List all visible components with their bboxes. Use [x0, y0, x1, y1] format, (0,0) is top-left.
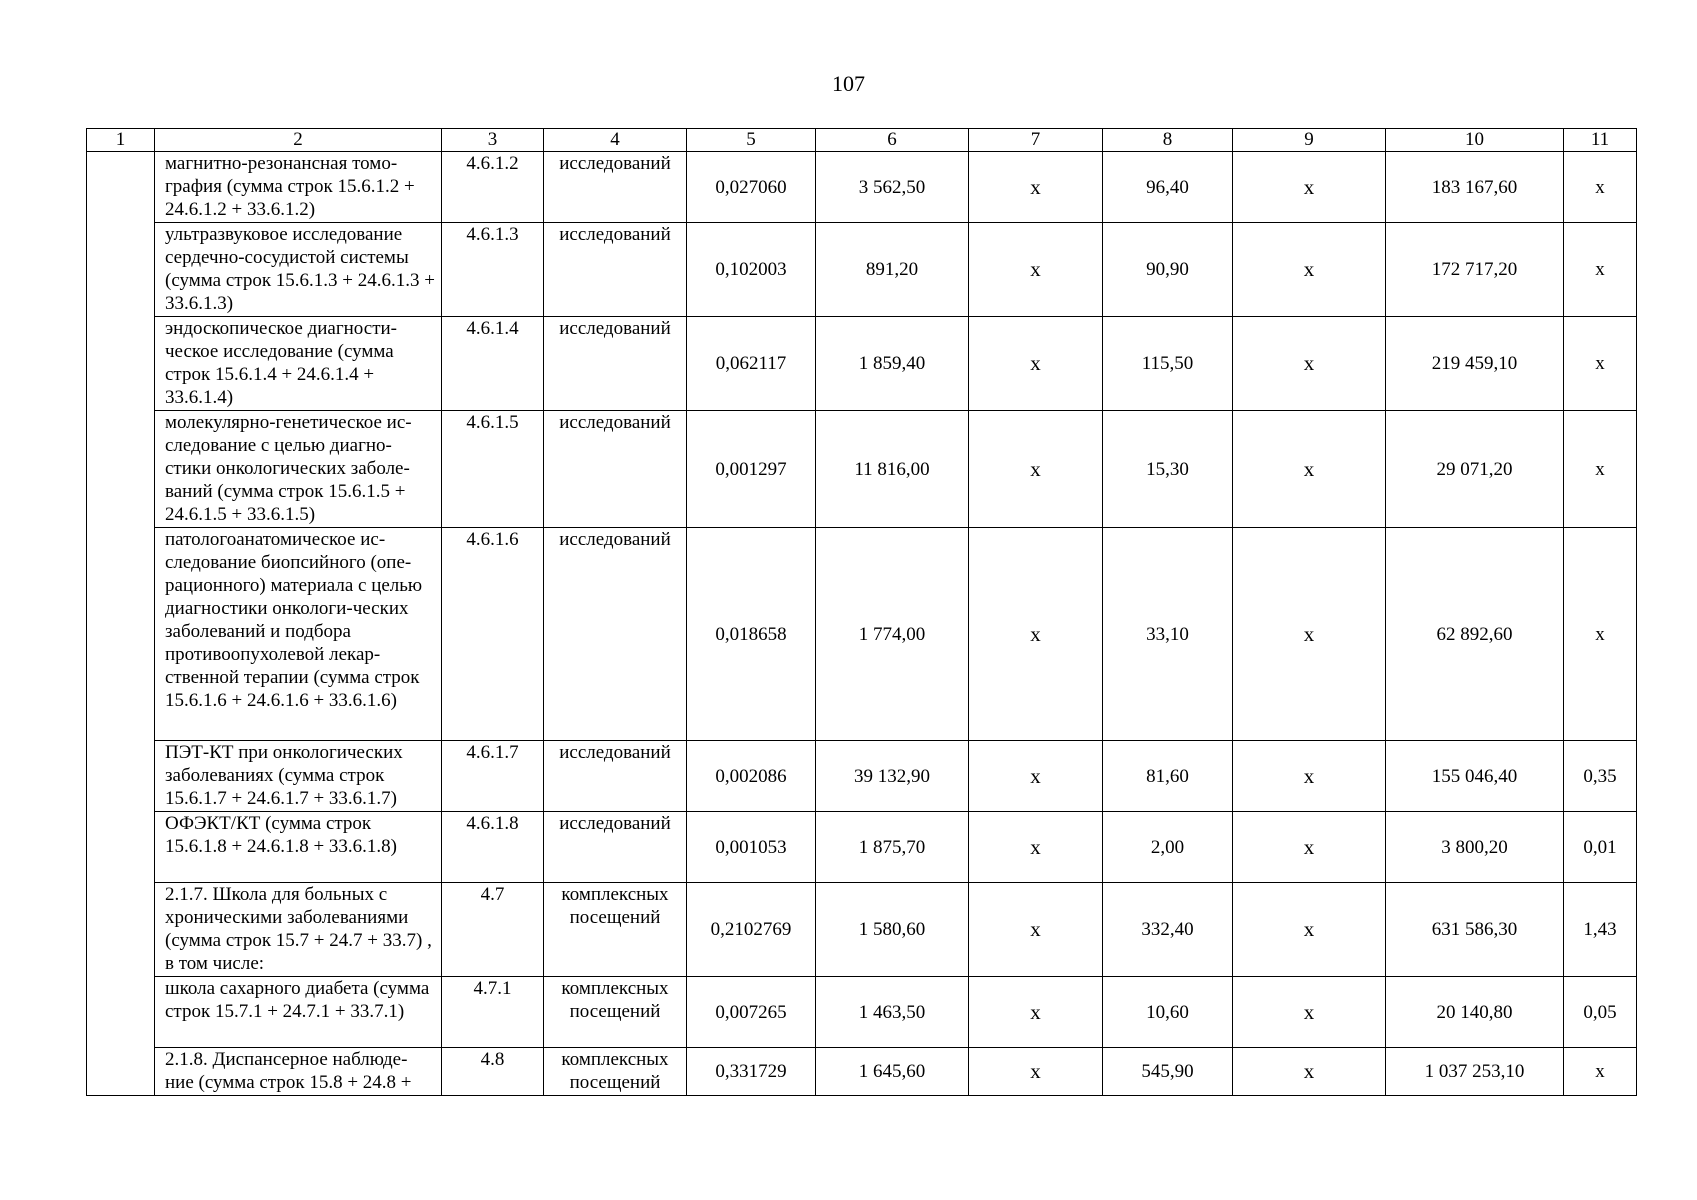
row-code-cell: 4.7.1: [442, 977, 544, 1048]
unit-cell: исследований: [544, 812, 687, 883]
x-cell: х: [1233, 1048, 1386, 1096]
column-number: 6: [816, 129, 969, 152]
row-name-cell: 2.1.8. Диспансерное наблюде-ние (сумма строк 15.8 + 24.8 +: [155, 1048, 442, 1096]
norm-cell: 0,062117: [687, 317, 816, 411]
row-name-cell: 2.1.7. Школа для больных с хроническими заболеваниями (сумма строк 15.7 + 24.7 + 33.7) , в том числе:: [155, 883, 442, 977]
column-number: 9: [1233, 129, 1386, 152]
cost-cell: 39 132,90: [816, 741, 969, 812]
row-name-cell: ПЭТ-КТ при онкологических заболеваниях (сумма строк 15.6.1.7 + 24.6.1.7 + 33.6.1.7): [155, 741, 442, 812]
row-name-cell: молекулярно-генетическое ис-следование с целью диагно-стики онкологических заболе-ваний (сумма строк 15.6.1.5 + 24.6.1.5 + 33.6.1.5): [155, 411, 442, 528]
unit-cell: исследований: [544, 741, 687, 812]
x-cell: х: [1233, 812, 1386, 883]
data-table: [86, 128, 1637, 1096]
cost-cell: 1 580,60: [816, 883, 969, 977]
per-capita-cell: 15,30: [1103, 411, 1233, 528]
row-code-cell: 4.6.1.6: [442, 528, 544, 741]
x-cell: х: [969, 1048, 1103, 1096]
share-cell: х: [1564, 411, 1637, 528]
column-number-row: [87, 129, 1637, 152]
norm-cell: 0,331729: [687, 1048, 816, 1096]
row-name-cell: ОФЭКТ/КТ (сумма строк 15.6.1.8 + 24.6.1.8 + 33.6.1.8): [155, 812, 442, 883]
cost-cell: 3 562,50: [816, 152, 969, 223]
per-capita-cell: 96,40: [1103, 152, 1233, 223]
norm-cell: 0,2102769: [687, 883, 816, 977]
per-capita-cell: 10,60: [1103, 977, 1233, 1048]
column-number: 4: [544, 129, 687, 152]
row-name-cell: эндоскопическое диагности-ческое исследование (сумма строк 15.6.1.4 + 24.6.1.4 + 33.6.1.4): [155, 317, 442, 411]
total-cell: 1 037 253,10: [1386, 1048, 1564, 1096]
column-number: 7: [969, 129, 1103, 152]
cost-cell: 1 774,00: [816, 528, 969, 741]
x-cell: х: [1233, 977, 1386, 1048]
total-cell: 183 167,60: [1386, 152, 1564, 223]
total-cell: 155 046,40: [1386, 741, 1564, 812]
unit-cell: исследований: [544, 528, 687, 741]
norm-cell: 0,102003: [687, 223, 816, 317]
table-row: [87, 223, 1637, 317]
per-capita-cell: 33,10: [1103, 528, 1233, 741]
row-code-cell: 4.6.1.3: [442, 223, 544, 317]
x-cell: х: [969, 812, 1103, 883]
column-number: 10: [1386, 129, 1564, 152]
column-number: 5: [687, 129, 816, 152]
column-number: 8: [1103, 129, 1233, 152]
unit-cell: комплексных посещений: [544, 1048, 687, 1096]
per-capita-cell: 2,00: [1103, 812, 1233, 883]
share-cell: х: [1564, 1048, 1637, 1096]
total-cell: 631 586,30: [1386, 883, 1564, 977]
row-name-cell: школа сахарного диабета (сумма строк 15.7.1 + 24.7.1 + 33.7.1): [155, 977, 442, 1048]
total-cell: 172 717,20: [1386, 223, 1564, 317]
row-name-cell: патологоанатомическое ис-следование биопсийного (опе-рационного) материала с целью диагностики онкологи-ческих заболеваний и подбора противоопухолевой лекар-ственной терапии (сумма строк 15.6.1.6 + 24.6.1.6 + 33.6.1.6): [155, 528, 442, 741]
norm-cell: 0,001297: [687, 411, 816, 528]
norm-cell: 0,007265: [687, 977, 816, 1048]
empty-section-cell: [87, 152, 155, 1096]
total-cell: 20 140,80: [1386, 977, 1564, 1048]
row-code-cell: 4.6.1.7: [442, 741, 544, 812]
cost-cell: 1 463,50: [816, 977, 969, 1048]
table-row: [87, 977, 1637, 1048]
share-cell: 0,05: [1564, 977, 1637, 1048]
row-name-cell: магнитно-резонансная томо-графия (сумма строк 15.6.1.2 + 24.6.1.2 + 33.6.1.2): [155, 152, 442, 223]
share-cell: 0,35: [1564, 741, 1637, 812]
row-code-cell: 4.6.1.8: [442, 812, 544, 883]
share-cell: х: [1564, 317, 1637, 411]
table-row: [87, 812, 1637, 883]
cost-cell: 891,20: [816, 223, 969, 317]
norm-cell: 0,027060: [687, 152, 816, 223]
unit-cell: исследований: [544, 223, 687, 317]
row-code-cell: 4.7: [442, 883, 544, 977]
table-row: [87, 883, 1637, 977]
x-cell: х: [969, 528, 1103, 741]
column-number: 1: [87, 129, 155, 152]
table-row: [87, 411, 1637, 528]
x-cell: х: [1233, 883, 1386, 977]
table-row: [87, 317, 1637, 411]
cost-cell: 1 645,60: [816, 1048, 969, 1096]
row-code-cell: 4.6.1.5: [442, 411, 544, 528]
unit-cell: исследований: [544, 317, 687, 411]
per-capita-cell: 545,90: [1103, 1048, 1233, 1096]
row-name-cell: ультразвуковое исследование сердечно-сосудистой системы (сумма строк 15.6.1.3 + 24.6.1.3 + 33.6.1.3): [155, 223, 442, 317]
x-cell: х: [1233, 223, 1386, 317]
unit-cell: комплексных посещений: [544, 977, 687, 1048]
total-cell: 29 071,20: [1386, 411, 1564, 528]
x-cell: х: [969, 977, 1103, 1048]
x-cell: х: [969, 411, 1103, 528]
column-number: 2: [155, 129, 442, 152]
per-capita-cell: 81,60: [1103, 741, 1233, 812]
row-code-cell: 4.6.1.4: [442, 317, 544, 411]
x-cell: х: [969, 152, 1103, 223]
table-row: [87, 741, 1637, 812]
x-cell: х: [1233, 152, 1386, 223]
share-cell: х: [1564, 152, 1637, 223]
share-cell: 1,43: [1564, 883, 1637, 977]
per-capita-cell: 115,50: [1103, 317, 1233, 411]
x-cell: х: [969, 883, 1103, 977]
norm-cell: 0,002086: [687, 741, 816, 812]
cost-cell: 11 816,00: [816, 411, 969, 528]
total-cell: 3 800,20: [1386, 812, 1564, 883]
x-cell: х: [969, 223, 1103, 317]
column-number: 3: [442, 129, 544, 152]
cost-cell: 1 859,40: [816, 317, 969, 411]
unit-cell: исследований: [544, 152, 687, 223]
total-cell: 62 892,60: [1386, 528, 1564, 741]
table-row: [87, 152, 1637, 223]
total-cell: 219 459,10: [1386, 317, 1564, 411]
x-cell: х: [1233, 528, 1386, 741]
column-number: 11: [1564, 129, 1637, 152]
unit-cell: исследований: [544, 411, 687, 528]
share-cell: 0,01: [1564, 812, 1637, 883]
x-cell: х: [969, 741, 1103, 812]
cost-cell: 1 875,70: [816, 812, 969, 883]
share-cell: х: [1564, 528, 1637, 741]
page-number: 107: [832, 71, 865, 96]
row-code-cell: 4.6.1.2: [442, 152, 544, 223]
norm-cell: 0,001053: [687, 812, 816, 883]
per-capita-cell: 332,40: [1103, 883, 1233, 977]
table-row: [87, 528, 1637, 741]
x-cell: х: [1233, 317, 1386, 411]
x-cell: х: [969, 317, 1103, 411]
table-row: [87, 1048, 1637, 1096]
x-cell: х: [1233, 741, 1386, 812]
unit-cell: комплексных посещений: [544, 883, 687, 977]
row-code-cell: 4.8: [442, 1048, 544, 1096]
share-cell: х: [1564, 223, 1637, 317]
per-capita-cell: 90,90: [1103, 223, 1233, 317]
x-cell: х: [1233, 411, 1386, 528]
norm-cell: 0,018658: [687, 528, 816, 741]
